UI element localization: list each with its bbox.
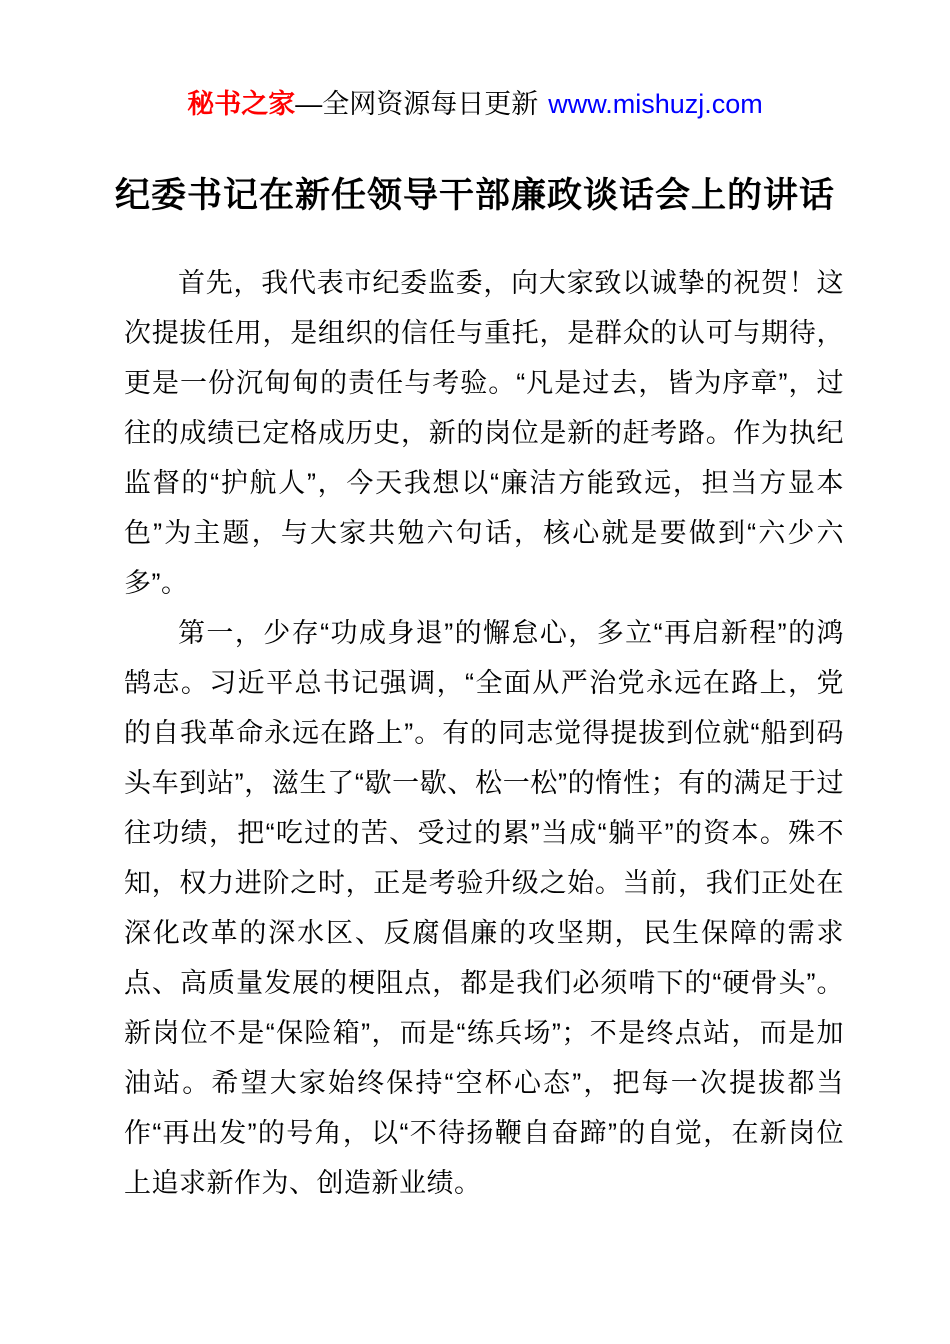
document-title: 纪委书记在新任领导干部廉政谈话会上的讲话 — [114, 176, 835, 215]
document-body — [124, 258, 844, 1208]
site-brand: 秘书之家 — [187, 89, 296, 119]
site-header — [0, 0, 950, 122]
site-url-link[interactable]: www.mishuzj.com — [548, 89, 763, 119]
site-tagline: —全网资源每日更新 — [295, 89, 539, 119]
paragraph-point-one: 第一，少存“功成身退”的懈怠心，多立“再启新程”的鸿鹄志。习近平总书记强调，“全面从严治党永远在路上，党的自我革命永远在路上”。有的同志觉得提拔到位就“船到码头车到站”，滋生了“歇一歇、松一松”的惰性；有的满足于过往功绩，把“吃过的苦、受过的累”当成“躺平”的资本。殊不知，权力进阶之时，正是考验升级之始。当前，我们正处在深化改革的深水区、反腐倡廉的攻坚期，民生保障的需求点、高质量发展的梗阻点，都是我们必须啃下的“硬骨头”。新岗位不是“保险箱”，而是“练兵场”；不是终点站，而是加油站。希望大家始终保持“空杯心态”，把每一次提拔都当作“再出发”的号角，以“不待扬鞭自奋蹄”的自觉，在新岗位上追求新作为、创造新业绩。 — [124, 618, 844, 1198]
paragraph-intro: 首先，我代表市纪委监委，向大家致以诚挚的祝贺！这次提拔任用，是组织的信任与重托，是群众的认可与期待，更是一份沉甸甸的责任与考验。“凡是过去，皆为序章”，过往的成绩已定格成历史，新的岗位是新的赶考路。作为执纪监督的“护航人”，今天我想以“廉洁方能致远，担当方显本色”为主题，与大家共勉六句话，核心就是要做到“六少六多”。 — [124, 268, 844, 598]
